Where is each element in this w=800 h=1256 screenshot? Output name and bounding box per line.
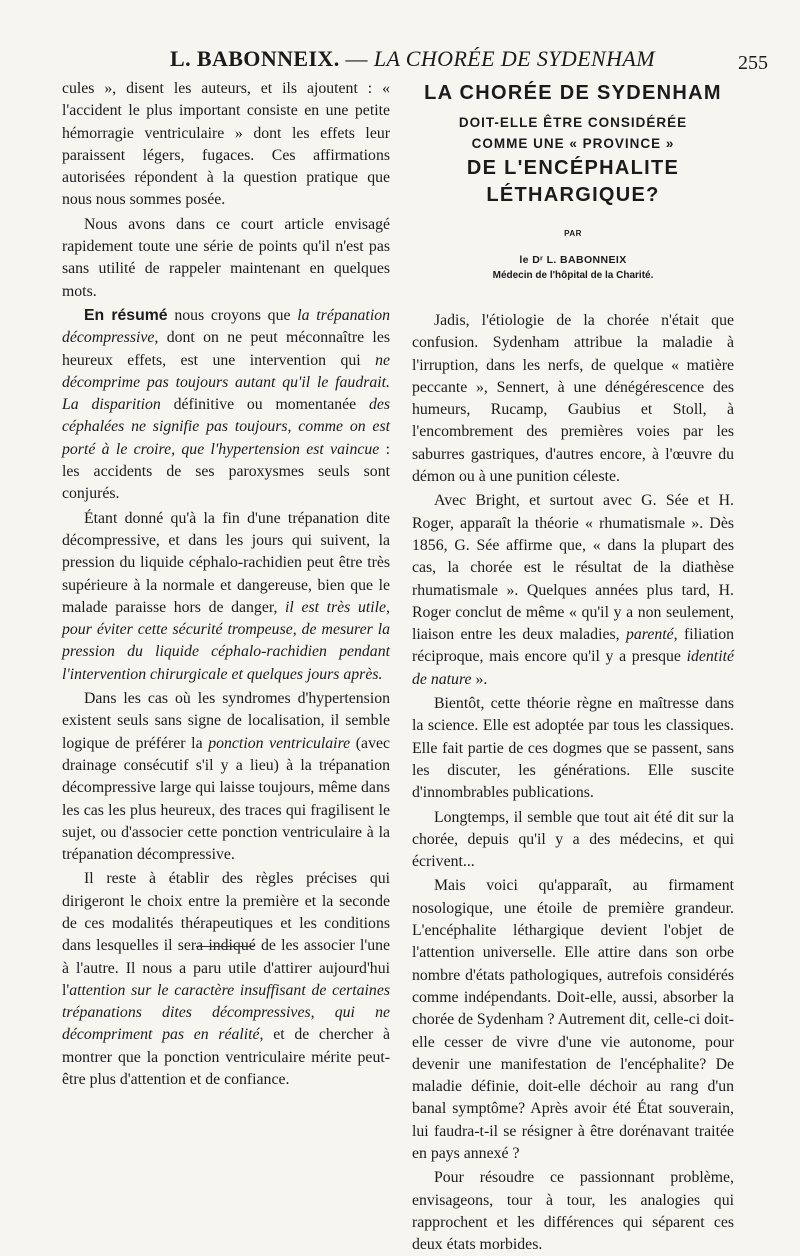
running-head [170, 46, 655, 72]
right-paragraph-2 [412, 490, 734, 691]
right-paragraph-6: Pour résoudre ce passionnant problème, envisageons, tour à tour, les analogies qui rapprochent et les différences qui séparent ces deux états morbides. [412, 1169, 734, 1254]
article-title-line-5: LÉTHARGIQUE? [486, 184, 660, 206]
article-title-line-4: DE L'ENCÉPHALITE [466, 157, 680, 179]
by-label: PAR [564, 229, 582, 238]
p3-text-a: nous croyons que [167, 306, 298, 324]
article-title-block [412, 82, 734, 281]
p6-text-b: et de chercher à montrer que la ponction ventriculaire mérite peut-être plus d'attention et de confiance. [62, 1026, 390, 1089]
left-paragraph-5 [62, 688, 390, 866]
article-title-line-3: COMME UNE « PROVINCE » [471, 136, 675, 151]
right-column [412, 310, 734, 1256]
p3-emphasis-1: la trépanation décompressive, [62, 306, 391, 347]
p3-text-b: dont on ne peut méconnaître les heureux effets, est une intervention qui [62, 329, 390, 369]
p3-emphasis-3: des céphalées ne signifie pas toujours, comme on est porté à le croire, que l'hypertension est vaincue [62, 396, 390, 458]
left-paragraph-6 [62, 868, 390, 1091]
rp2-text-b: filiation réciproque, mais encore qu'il y a presque [412, 626, 734, 666]
left-paragraph-4 [62, 508, 390, 686]
p3-emphasis-2: ne décomprime pas toujours autant qu'il le faudrait. La disparition [62, 351, 390, 414]
right-paragraph-5: Mais voici qu'apparaît, au firmament nosologique, une étoile de première grandeur. L'encéphalite léthargique devient l'objet de l'attention universelle. Elle attire dans son orbe nombre d'états pathologiques, autrefois considérés comme indépendants. Doit-elle, aussi, absorber la chorée de Sydenham ? Autrement dit, celle-ci doit-elle cesser de vivre d'une vie autonome, pour devenir une manifestation de l'encéphalite? De maladie définie, doit-elle déchoir au rang d'un banal symptôme? Après avoir été État souverain, lui faudra-t-il se résigner à être dorénavant traitée en pays annexé ? [412, 877, 734, 1162]
right-paragraph-4: Longtemps, il semble que tout ait été dit sur la chorée, depuis qu'il y a des médecins, et qui écrivent... [412, 808, 734, 871]
page-number: 255 [738, 52, 768, 74]
rp2-emphasis-2: identité de nature [412, 648, 734, 688]
p6-text-a: Il reste à établir des règles précises qui dirigeront le choix entre la première et la seconde de ces modalités thérapeutiques et les conditions dans lesquelles il sera indiqué de les associer l'une à l'autre. Il nous a paru utile d'attirer aujourd'hui l' [62, 870, 390, 999]
p6-emphasis: attention sur le caractère insuffisant de certaines trépanations dites décompressives, qui ne décompriment pas en réalité, [62, 981, 390, 1044]
p3-text-c: définitive ou momentanée [160, 396, 369, 414]
header-dash: — [339, 46, 374, 71]
p4-text: Étant donné qu'à la fin d'une trépanation dite décompressive, et dans les jours qui suivent, la pression du liquide céphalo-rachidien peut être très supérieure à la normale et dangereuse, bien que le malade paraisse hors de danger, [62, 509, 390, 616]
running-header [60, 46, 768, 76]
p4-emphasis: il est très utile, pour éviter cette sécurité trompeuse, de mesurer la pression du liquide céphalo-rachidien pendant l'intervention chirurgicale et quelques jours après. [62, 598, 390, 683]
author-affiliation: Médecin de l'hôpital de la Charité. [492, 270, 654, 281]
article-title-line-2: DOIT-ELLE ÊTRE CONSIDÉRÉE [458, 115, 688, 130]
article-title-line-1: LA CHORÉE DE SYDENHAM [424, 82, 722, 104]
rp2-text-a: Avec Bright, et surtout avec G. Sée et H. Roger, apparaît la théorie « rhumatismale ». Dès 1856, G. Sée affirme que, « dans la plupart des cas, la chorée est le résultat de la diathèse rhumatismale ». Quelques années plus tard, H. Roger conclut de même « qu'il y a non seulement, liaison entre les deux maladies, [412, 492, 734, 644]
left-paragraph-3 [62, 305, 390, 506]
right-paragraph-3: Bientôt, cette théorie règne en maîtresse dans la science. Elle est adoptée par tous les classiques. Elle fait partie de ces dogmes que se passent, sans les discuter, les générations. Elle suscite d'innombrables publications. [412, 695, 734, 802]
left-paragraph-2: Nous avons dans ce court article envisagé rapidement toute une série de points qu'il n'est pas sans utilité de rappeler maintenant en quelques mots. [62, 215, 390, 300]
author-byline: le Dʳ L. BABONNEIX [519, 254, 627, 266]
left-paragraph-1: cules », disent les auteurs, et ils ajoutent : « l'accident le plus important consiste en une petite hémorragie ventriculaire » dont les effets leur paraissent légers, fugaces. Ces affirmations autorisées répondent à la question pratique que nous nous sommes posée. [62, 80, 390, 209]
rp2-text-c: ». [471, 670, 488, 688]
rp2-emphasis-1: parenté, [625, 626, 678, 644]
header-author: L. BABONNEIX. [170, 46, 340, 71]
right-paragraph-1: Jadis, l'étiologie de la chorée n'était que confusion. Sydenham attribue la maladie à l'irruption, dans les nerfs, de quelque « matière peccante », Sennert, à une dénégérescence des humeurs, Rucamp, Gaubius et Stoll, à l'encombrement des premières voies par les saburres gastriques, d'autres encore, à l'œuvre du démon ou à une punition céleste. [412, 312, 734, 486]
section-end-rule [196, 946, 254, 947]
summary-lead: En résumé [84, 306, 168, 324]
left-column [62, 78, 390, 1091]
p5-emphasis: ponction ventriculaire [208, 734, 351, 752]
header-title: LA CHORÉE DE SYDENHAM [373, 46, 655, 71]
p3-text-d: : les accidents de ses paroxysmes seuls sont conjurés. [62, 440, 390, 503]
p5-text-b: (avec drainage consécutif s'il y a lieu) à la trépanation décompressive large qui laisse toujours, même dans les cas les plus heureux, des traces qui fragilisent le sujet, ou d'associer cette ponction ventriculaire à la trépanation décompressive. [62, 734, 390, 864]
p5-text-a: Dans les cas où les syndromes d'hypertension existent seuls sans signe de localisation, il semble logique de préférer la [62, 690, 390, 752]
